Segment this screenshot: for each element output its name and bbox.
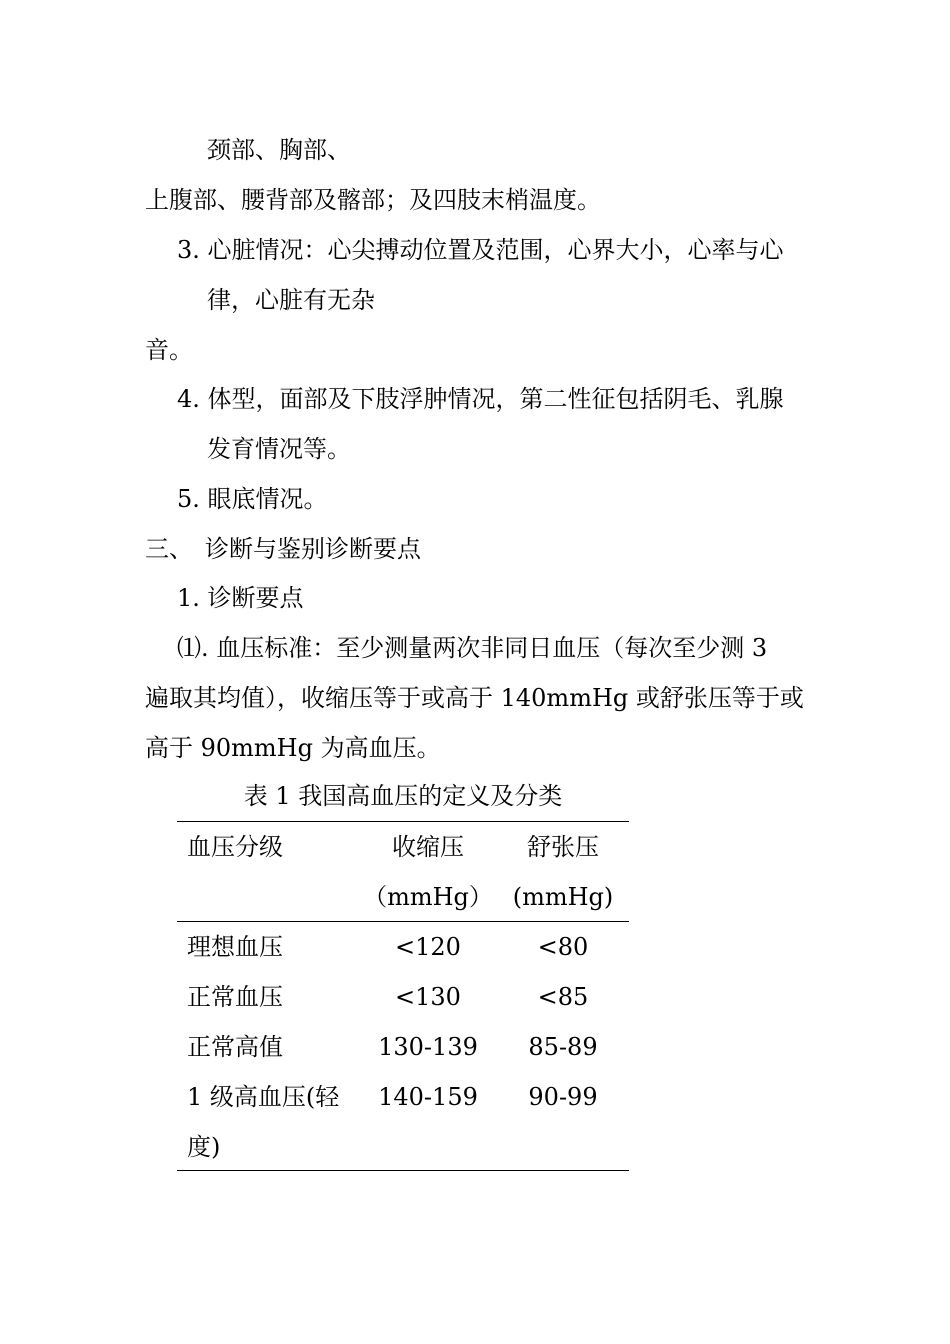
paragraph-line-neck-chest: 颈部、胸部、 xyxy=(207,136,351,164)
header-diastolic-unit: (mmHg) xyxy=(512,883,614,911)
list-item-3-heart-end: 音。 xyxy=(145,336,193,364)
header-systolic: 收缩压 xyxy=(392,833,464,861)
cell-grade: 正常高值 xyxy=(187,1033,283,1061)
header-diastolic: 舒张压 xyxy=(527,833,599,861)
cell-grade-continued: 度) xyxy=(187,1133,221,1161)
list-item-4-body-type: 4. 体型，面部及下肢浮肿情况，第二性征包括阴毛、乳腺 xyxy=(177,385,784,413)
paragraph-line-abdomen-back: 上腹部、腰背部及髂部；及四肢末梢温度。 xyxy=(145,186,601,214)
header-grade: 血压分级 xyxy=(187,833,283,861)
cell-diastolic: 90-99 xyxy=(528,1083,598,1111)
section-heading-diagnosis: 三、 诊断与鉴别诊断要点 xyxy=(145,535,421,563)
cell-systolic: 130-139 xyxy=(378,1033,478,1061)
paragraph-bp-standard-continued: 遍取其均值），收缩压等于或高于 140mmHg 或舒张压等于或 xyxy=(145,684,804,712)
subheading-diagnosis-points: 1. 诊断要点 xyxy=(177,584,304,612)
cell-grade: 理想血压 xyxy=(187,933,283,961)
cell-diastolic: <80 xyxy=(537,933,589,961)
cell-grade: 正常血压 xyxy=(187,983,283,1011)
table-header-rule xyxy=(177,921,629,922)
list-item-3-heart: 3. 心脏情况：心尖搏动位置及范围，心界大小，心率与心 xyxy=(177,236,784,264)
list-item-3-heart-continued: 律，心脏有无杂 xyxy=(207,286,375,314)
table-caption: 表 1 我国高血压的定义及分类 xyxy=(243,782,563,810)
cell-diastolic: <85 xyxy=(537,983,589,1011)
cell-diastolic: 85-89 xyxy=(528,1033,598,1061)
cell-grade: 1 级高血压(轻 xyxy=(187,1083,340,1111)
paragraph-bp-standard: ⑴. 血压标准：至少测量两次非同日血压（每次至少测 3 xyxy=(177,634,768,662)
list-item-5-fundus: 5. 眼底情况。 xyxy=(177,485,328,513)
cell-systolic: <120 xyxy=(395,933,461,961)
list-item-4-body-type-continued: 发育情况等。 xyxy=(207,435,351,463)
table-top-rule xyxy=(177,821,629,822)
table-bottom-rule xyxy=(177,1170,629,1171)
header-systolic-unit: （mmHg） xyxy=(363,883,493,911)
cell-systolic: 140-159 xyxy=(378,1083,478,1111)
cell-systolic: <130 xyxy=(395,983,461,1011)
paragraph-bp-standard-end: 高于 90mmHg 为高血压。 xyxy=(145,734,441,762)
